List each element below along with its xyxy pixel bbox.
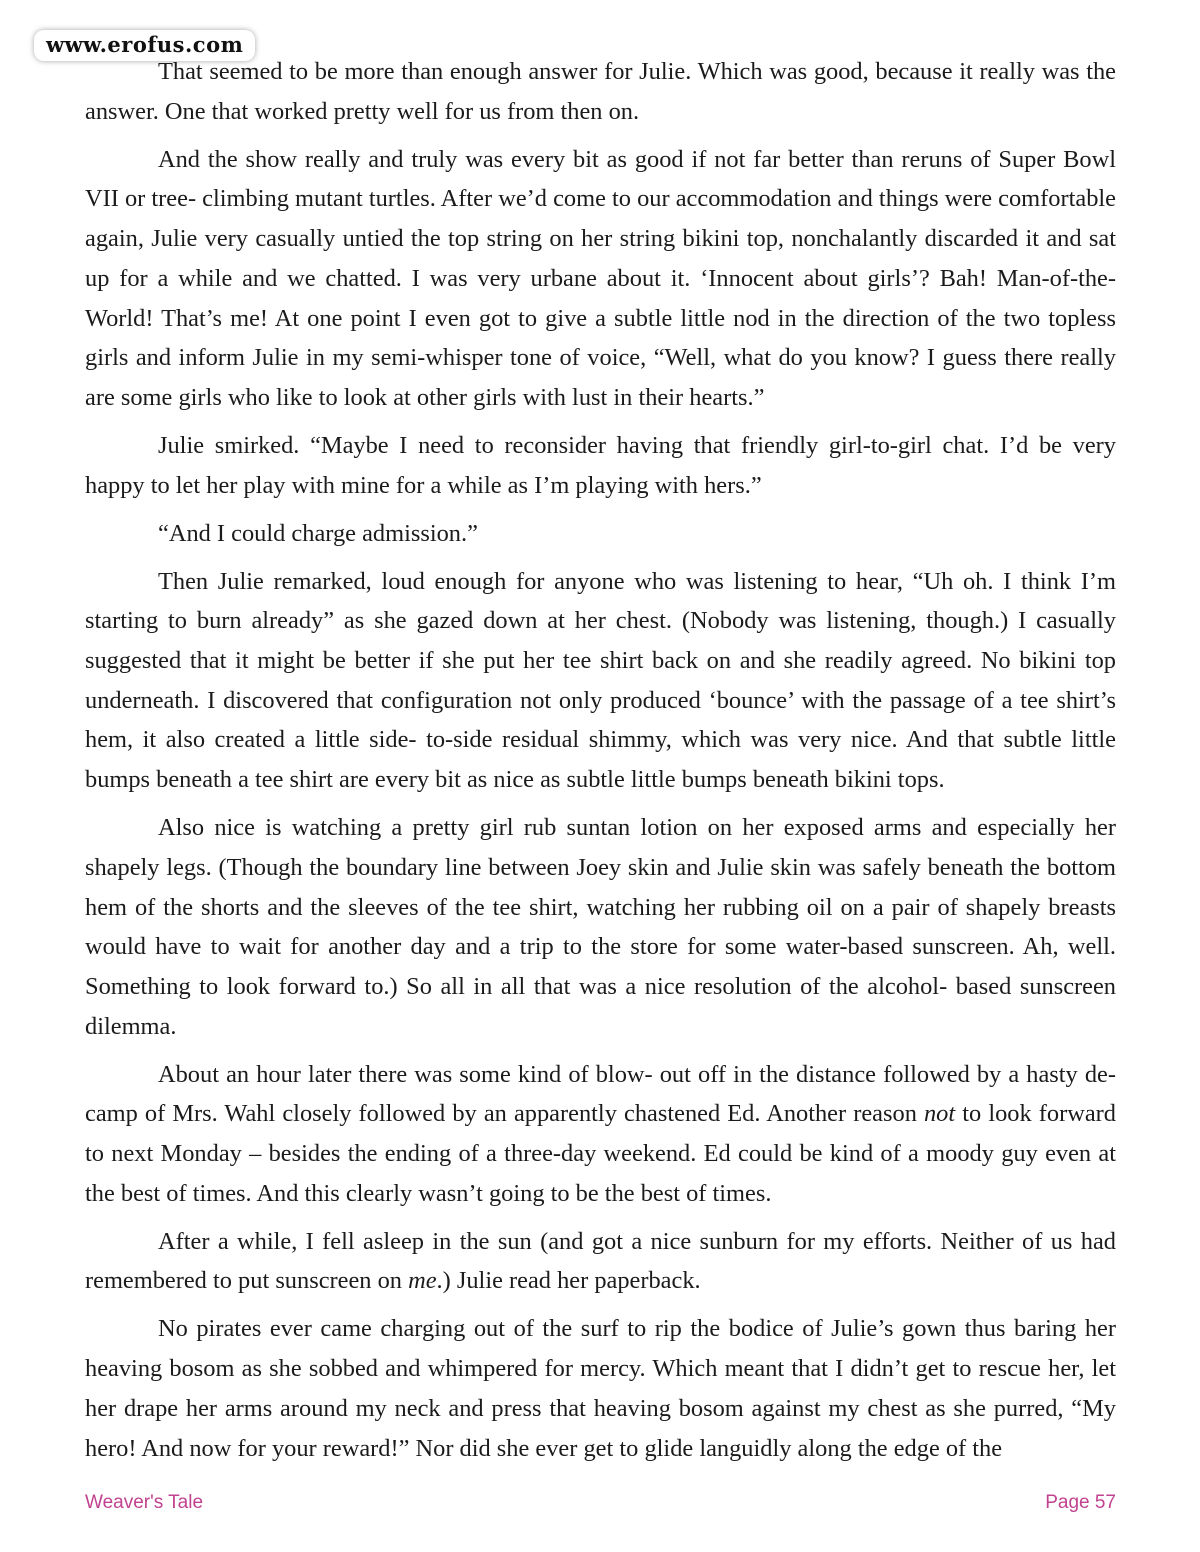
paragraph: “And I could charge admission.” [158, 519, 478, 547]
paragraph: About an hour later there was some kind of blow- out off in the distance followed by a hasty de-camp of Mrs. Wahl closely followed by an apparently chastened Ed. Another reason not to look forward to next Monday – besides the ending of a three-day weekend. Ed could be kind of a moody guy even at the best of times. And this clearly wasn’t going to be the best of times. [85, 1060, 1116, 1207]
page-body [85, 52, 1116, 1477]
page-number: Page 57 [1045, 1492, 1116, 1513]
paragraph: After a while, I fell asleep in the sun (and got a nice sunburn for my efforts. Neither of us had remembered to put sunscreen on me.) Julie read her paperback. [85, 1227, 1116, 1295]
book-title: Weaver's Tale [85, 1492, 204, 1513]
emphasis: me [408, 1267, 437, 1295]
paragraph: And the show really and truly was every bit as good if not far better than reruns of Super Bowl VII or tree- climbing mutant turtles. After we’d come to our accommodation and things were comfortable again, Julie very casually untied the top string on her string bikini top, nonchalantly discarded it and sat up for a while and we chatted. I was very urbane about it. ‘Innocent about girls’? Bah! Man-of-the-World! That’s me! At one point I even got to give a subtle little nod in the direction of the two topless girls and inform Julie in my semi-whisper tone of voice, “Well, what do you know? I guess there really are some girls who like to look at other girls with lust in their hearts.” [85, 145, 1116, 411]
paragraph: That seemed to be more than enough answer for Julie. Which was good, because it really was the answer. One that worked pretty well for us from then on. [85, 58, 1116, 125]
paragraph: Then Julie remarked, loud enough for anyone who was listening to hear, “Uh oh. I think I’m starting to burn already” as she gazed down at her chest. (Nobody was listening, though.) I casually suggested that it might be better if she put her tee shirt back on and she readily agreed. No bikini top underneath. I discovered that configuration not only produced ‘bounce’ with the passage of a tee shirt’s hem, it also created a little side- to-side residual shimmy, which was very nice. And that subtle little bumps beneath a tee shirt are every bit as nice as subtle little bumps beneath bikini tops. [85, 567, 1116, 794]
paragraph: Julie smirked. “Maybe I need to reconsider having that friendly girl-to-girl chat. I’d be very happy to let her play with mine for a while as I’m playing with hers.” [85, 431, 1116, 499]
site-watermark: www.erofus.com [34, 30, 255, 61]
paragraph: No pirates ever came charging out of the surf to rip the bodice of Julie’s gown thus baring her heaving bosom as she sobbed and whimpered for mercy. Which meant that I didn’t get to rescue her, let her drape her arms around my neck and press that heaving bosom against my chest as she purred, “My hero! And now for your reward!” Nor did she ever get to glide languidly along the edge of the [85, 1315, 1116, 1462]
paragraph: Also nice is watching a pretty girl rub suntan lotion on her exposed arms and especially her shapely legs. (Though the boundary line between Joey skin and Julie skin was safely beneath the bottom hem of the shorts and the sleeves of the tee shirt, watching her rubbing oil on a pair of shapely breasts would have to wait for another day and a trip to the store for some water-based sunscreen. Ah, well. Something to look forward to.) So all in all that was a nice resolution of the alcohol- based sunscreen dilemma. [85, 814, 1116, 1040]
emphasis: not [923, 1100, 956, 1128]
